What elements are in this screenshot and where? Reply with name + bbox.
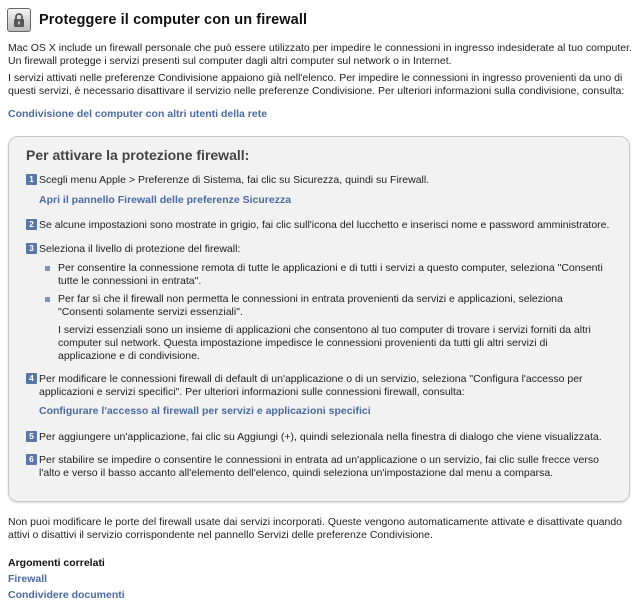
step-text: Per stabilire se impedire o consentire le connessioni in entrata ad un'applicazione o un servizio, fai clic sulle frecce verso l'alto e verso il basso accanto all'elemento dell'elenco, quindi seleziona un'impostazione dal menu a comparsa. [39,454,599,479]
step-text: Se alcune impostazioni sono mostrate in grigio, fai clic sull'icona del lucchetto e inserisci nome e password amministratore. [39,219,610,231]
related-topics-heading: Argomenti correlati [8,557,105,569]
step-number-badge: 1 [26,174,37,185]
footer-paragraph: Non puoi modificare le porte del firewall usate dai servizi incorporati. Queste vengono automaticamente attivate e disattivate quando attivi o disattivi il servizio corrispondente nel pannello Servizi delle preferenze Condivisione. [8,516,623,541]
step-number-badge: 5 [26,431,37,442]
page-title: Proteggere il computer con un firewall [39,11,308,28]
related-link-firewall[interactable]: Firewall [8,573,48,585]
bullet-allow-all [45,262,605,288]
step-text: Per modificare le connessioni firewall di default di un'applicazione o di un servizio, seleziona "Configura l'accesso per applicazioni e servizi specifici". Per ulteriori informazioni sulle connessioni firewall, consulta: [39,373,583,398]
bullet-text: Per far sì che il firewall non permetta le connessioni in entrata provenienti da servizi e applicazioni, seleziona "Consenti solamente servizi essenziali". [58,293,563,318]
step-1 [26,174,616,187]
instructions-box [8,136,630,502]
open-firewall-pane-link[interactable]: Apri il pannello Firewall delle preferenze Sicurezza [39,194,292,206]
sharing-link[interactable]: Condivisione del computer con altri utenti della rete [8,108,268,120]
step-text: Scegli menu Apple > Preferenze di Sistema, fai clic su Sicurezza, quindi su Firewall. [39,174,430,186]
step-5 [26,431,616,444]
instructions-title: Per attivare la protezione firewall: [26,147,250,163]
bullet-square-icon [45,266,50,271]
bullet-square-icon [45,297,50,302]
step-6 [26,454,616,480]
step-3 [26,243,616,256]
related-link-sharing-documents[interactable]: Condividere documenti [8,589,125,601]
step-number-badge: 2 [26,219,37,230]
security-lock-icon [7,8,31,32]
step-text: Per aggiungere un'applicazione, fai clic su Aggiungi (+), quindi selezionala nella finestra di dialogo che viene visualizzata. [39,431,602,443]
essential-services-note [45,324,605,363]
sharing-paragraph: I servizi attivati nelle preferenze Condivisione appaiono già nell'elenco. Per impedire le connessioni in ingresso provenienti da uno di questi servizi, è necessario disattivare il servizio nelle preferenze Condivisione. Per ulteriori informazioni sulla condivisione, consulta: [8,72,625,97]
step-4 [26,373,616,399]
bullet-essential-only [45,293,605,319]
note-text: I servizi essenziali sono un insieme di applicazioni che consentono al tuo computer di trovare i servizi forniti da altri computer sul network. Questa impostazione impedisce le connessioni provenienti da tutti gli altri servizi di applicazione e di condivisione. [58,324,591,362]
configure-firewall-access-link[interactable]: Configurare l'accesso al firewall per servizi e applicazioni specifici [39,405,371,417]
intro-paragraph: Mac OS X include un firewall personale che può essere utilizzato per impedire le connessioni in ingresso indesiderate al tuo computer. Un firewall protegge i servizi presenti sul computer dagli altri computer sul network o in Internet. [8,42,632,67]
step-2 [26,219,616,232]
page-header [7,8,307,32]
step-number-badge: 4 [26,373,37,384]
step-number-badge: 6 [26,454,37,465]
step-text: Seleziona il livello di protezione del firewall: [39,243,241,255]
step-number-badge: 3 [26,243,37,254]
bullet-text: Per consentire la connessione remota di tutte le applicazioni e di tutti i servizi a questo computer, seleziona "Consenti tutte le connessioni in entrata". [58,262,603,287]
